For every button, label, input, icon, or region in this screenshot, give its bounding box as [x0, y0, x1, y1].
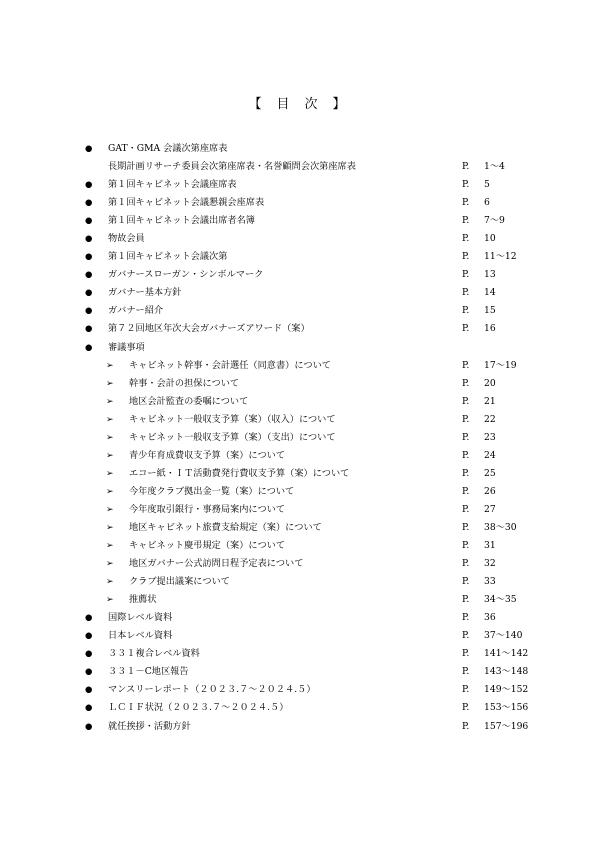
toc-entry-label: 就任挨拶・活動方針	[108, 720, 191, 732]
toc-entry-label: 地区ガバナー公式訪問日程予定表について	[129, 558, 304, 570]
bullet-icon: ●	[85, 216, 93, 227]
page-number: 17～19	[484, 359, 517, 371]
bullet-icon: ●	[85, 703, 93, 714]
page-prefix: P.	[462, 233, 470, 245]
arrow-bullet-icon: ➢	[106, 504, 114, 515]
page-prefix: P.	[462, 323, 470, 335]
table-of-contents	[0, 140, 595, 736]
page-number: 1～4	[484, 161, 505, 173]
toc-entry	[0, 681, 595, 699]
toc-entry	[0, 411, 595, 429]
toc-entry-label: 青少年育成費収支予算（案）について	[129, 449, 286, 461]
toc-entry-label: 幹事・会計の担保について	[129, 377, 240, 389]
page-number: 23	[484, 431, 496, 443]
page-number: 27	[484, 503, 496, 515]
bullet-icon: ●	[85, 234, 93, 245]
arrow-bullet-icon: ➢	[106, 432, 114, 443]
page-prefix: P.	[462, 449, 470, 461]
bullet-icon: ●	[85, 180, 93, 191]
page-number: 15	[484, 305, 496, 317]
toc-entry-label: 第１回キャビネット会議出席者名簿	[108, 215, 255, 227]
page-number: 32	[484, 558, 496, 570]
toc-entry-label: ３３１複合レベル資料	[108, 648, 200, 660]
page-prefix: P.	[462, 359, 470, 371]
arrow-bullet-icon: ➢	[106, 468, 114, 479]
arrow-bullet-icon: ➢	[106, 522, 114, 533]
toc-entry	[0, 609, 595, 627]
toc-entry	[0, 699, 595, 717]
toc-entry	[0, 230, 595, 248]
page-number: 24	[484, 449, 496, 461]
toc-entry	[0, 447, 595, 465]
page-number: 13	[484, 269, 496, 281]
arrow-bullet-icon: ➢	[106, 595, 114, 606]
bullet-icon: ●	[85, 721, 93, 732]
toc-entry-label: 今年度クラブ拠出金一覧（案）について	[129, 485, 295, 497]
toc-entry-label: 日本レベル資料	[108, 630, 173, 642]
toc-entry-label: クラブ提出議案について	[129, 576, 230, 588]
page-prefix: P.	[462, 395, 470, 407]
toc-entry	[0, 645, 595, 663]
page-number: 143～148	[484, 666, 529, 678]
toc-entry-label: 地区会計監査の委嘱について	[129, 395, 249, 407]
page-number: 22	[484, 413, 496, 425]
arrow-bullet-icon: ➢	[106, 414, 114, 425]
toc-entry	[0, 158, 595, 176]
arrow-bullet-icon: ➢	[106, 378, 114, 389]
page-number: 31	[484, 540, 496, 552]
page-number: 5	[484, 179, 490, 191]
toc-entry	[0, 212, 595, 230]
toc-entry	[0, 663, 595, 681]
bullet-icon: ●	[85, 649, 93, 660]
page-prefix: P.	[462, 594, 470, 606]
arrow-bullet-icon: ➢	[106, 577, 114, 588]
toc-entry-label: エコー紙・ＩＴ活動費発行費収支予算（案）について	[129, 467, 350, 479]
toc-entry-label: 長期計画リサーチ委員会次第座席表・名誉顧問会次第座席表	[108, 161, 356, 173]
bullet-icon: ●	[85, 288, 93, 299]
page-number: 10	[484, 233, 496, 245]
page-prefix: P.	[462, 215, 470, 227]
toc-entry	[0, 266, 595, 284]
page-prefix: P.	[462, 684, 470, 696]
arrow-bullet-icon: ➢	[106, 360, 114, 371]
page-prefix: P.	[462, 720, 470, 732]
toc-entry	[0, 357, 595, 375]
toc-entry	[0, 519, 595, 537]
toc-entry-label: ガバナースローガン・シンボルマーク	[108, 269, 264, 281]
page-prefix: P.	[462, 666, 470, 678]
toc-entry	[0, 140, 595, 158]
page-prefix: P.	[462, 503, 470, 515]
toc-entry-label: GAT・GMA 会議次第座席表	[108, 143, 228, 154]
page-number: 11～12	[484, 251, 517, 263]
page-prefix: P.	[462, 485, 470, 497]
page-prefix: P.	[462, 612, 470, 624]
page-prefix: P.	[462, 287, 470, 299]
page-prefix: P.	[462, 521, 470, 533]
toc-entry-label: キャビネット慶弔規定（案）について	[129, 540, 286, 552]
bullet-icon: ●	[85, 613, 93, 624]
page-prefix: P.	[462, 269, 470, 281]
page-number: 14	[484, 287, 496, 299]
toc-entry	[0, 718, 595, 736]
page-number: 36	[484, 612, 496, 624]
page-prefix: P.	[462, 161, 470, 173]
bullet-icon: ●	[85, 252, 93, 263]
page-prefix: P.	[462, 251, 470, 263]
arrow-bullet-icon: ➢	[106, 559, 114, 570]
toc-entry	[0, 248, 595, 266]
toc-entry	[0, 573, 595, 591]
page-title: 【 目 次 】	[248, 97, 347, 112]
page-number: 38～30	[484, 521, 517, 533]
bullet-icon: ●	[85, 306, 93, 317]
toc-entry-label: 第１回キャビネット会議懇親会座席表	[108, 197, 265, 209]
page-prefix: P.	[462, 431, 470, 443]
toc-entry	[0, 176, 595, 194]
toc-entry-label: ガバナー基本方針	[108, 287, 182, 299]
toc-entry	[0, 393, 595, 411]
toc-entry-label: 第１回キャビネット会議座席表	[108, 179, 237, 191]
page-prefix: P.	[462, 377, 470, 389]
page-prefix: P.	[462, 702, 470, 714]
toc-entry-label: 地区キャビネット旅費支給規定（案）について	[129, 521, 322, 533]
toc-entry-label: キャビネット一般収支予算（案）（収入）について	[129, 413, 336, 425]
arrow-bullet-icon: ➢	[106, 541, 114, 552]
toc-entry-label: 推薦状	[129, 594, 157, 606]
toc-entry-label: キャビネット幹事・会計選任（同意書）について	[129, 359, 331, 371]
toc-entry	[0, 302, 595, 320]
arrow-bullet-icon: ➢	[106, 450, 114, 461]
page-prefix: P.	[462, 630, 470, 642]
toc-entry-label: 今年度取引銀行・事務局案内について	[129, 503, 286, 515]
page-number: 7～9	[484, 215, 505, 227]
page-number: 26	[484, 485, 496, 497]
page-number: 157～196	[484, 720, 529, 732]
toc-entry-label: ＬＣＩＦ状況（２０２３.７～２０２４.５）	[108, 702, 289, 714]
toc-entry-label: ３３１－C地区報告	[108, 666, 189, 678]
bullet-icon: ●	[85, 667, 93, 678]
page-prefix: P.	[462, 648, 470, 660]
arrow-bullet-icon: ➢	[106, 486, 114, 497]
page-prefix: P.	[462, 576, 470, 588]
toc-entry-label: 第１回キャビネット会議次第	[108, 251, 228, 263]
bullet-icon: ●	[85, 685, 93, 696]
bullet-icon: ●	[85, 342, 93, 353]
page-number: 6	[484, 197, 490, 209]
toc-entry	[0, 591, 595, 609]
page-number: 16	[484, 323, 496, 335]
page-prefix: P.	[462, 558, 470, 570]
page-number: 33	[484, 576, 496, 588]
toc-entry	[0, 465, 595, 483]
toc-entry	[0, 627, 595, 645]
arrow-bullet-icon: ➢	[106, 396, 114, 407]
bullet-icon: ●	[85, 144, 93, 154]
page-prefix: P.	[462, 179, 470, 191]
toc-entry-label: 審議事項	[108, 341, 145, 353]
toc-entry-label: ガバナー紹介	[108, 305, 164, 317]
page-prefix: P.	[462, 467, 470, 479]
bullet-icon: ●	[85, 198, 93, 209]
page-number: 149～152	[484, 684, 529, 696]
page-number: 153～156	[484, 702, 529, 714]
toc-entry	[0, 429, 595, 447]
toc-entry-label: マンスリーレポート（２０２３.７～２０２４.５）	[108, 684, 316, 696]
page-prefix: P.	[462, 540, 470, 552]
page-number: 21	[484, 395, 496, 407]
toc-entry	[0, 194, 595, 212]
toc-entry-label: 第７２回地区年次大会ガバナーズアワード（案）	[108, 323, 310, 335]
toc-entry	[0, 320, 595, 338]
page-prefix: P.	[462, 305, 470, 317]
page-number: 141～142	[484, 648, 529, 660]
page-number: 37～140	[484, 630, 523, 642]
toc-entry-label: 物故会員	[108, 233, 145, 245]
toc-entry	[0, 375, 595, 393]
bullet-icon: ●	[85, 631, 93, 642]
bullet-icon: ●	[85, 270, 93, 281]
page-prefix: P.	[462, 197, 470, 209]
page-number: 34～35	[484, 594, 517, 606]
bullet-icon: ●	[85, 324, 93, 335]
toc-entry	[0, 555, 595, 573]
toc-entry-label: キャビネット一般収支予算（案）（支出）について	[129, 431, 336, 443]
page-number: 25	[484, 467, 496, 479]
toc-entry	[0, 284, 595, 302]
toc-entry	[0, 501, 595, 519]
toc-entry	[0, 339, 595, 357]
toc-entry	[0, 537, 595, 555]
page-number: 20	[484, 377, 496, 389]
toc-entry	[0, 483, 595, 501]
toc-entry-label: 国際レベル資料	[108, 612, 173, 624]
page-prefix: P.	[462, 413, 470, 425]
